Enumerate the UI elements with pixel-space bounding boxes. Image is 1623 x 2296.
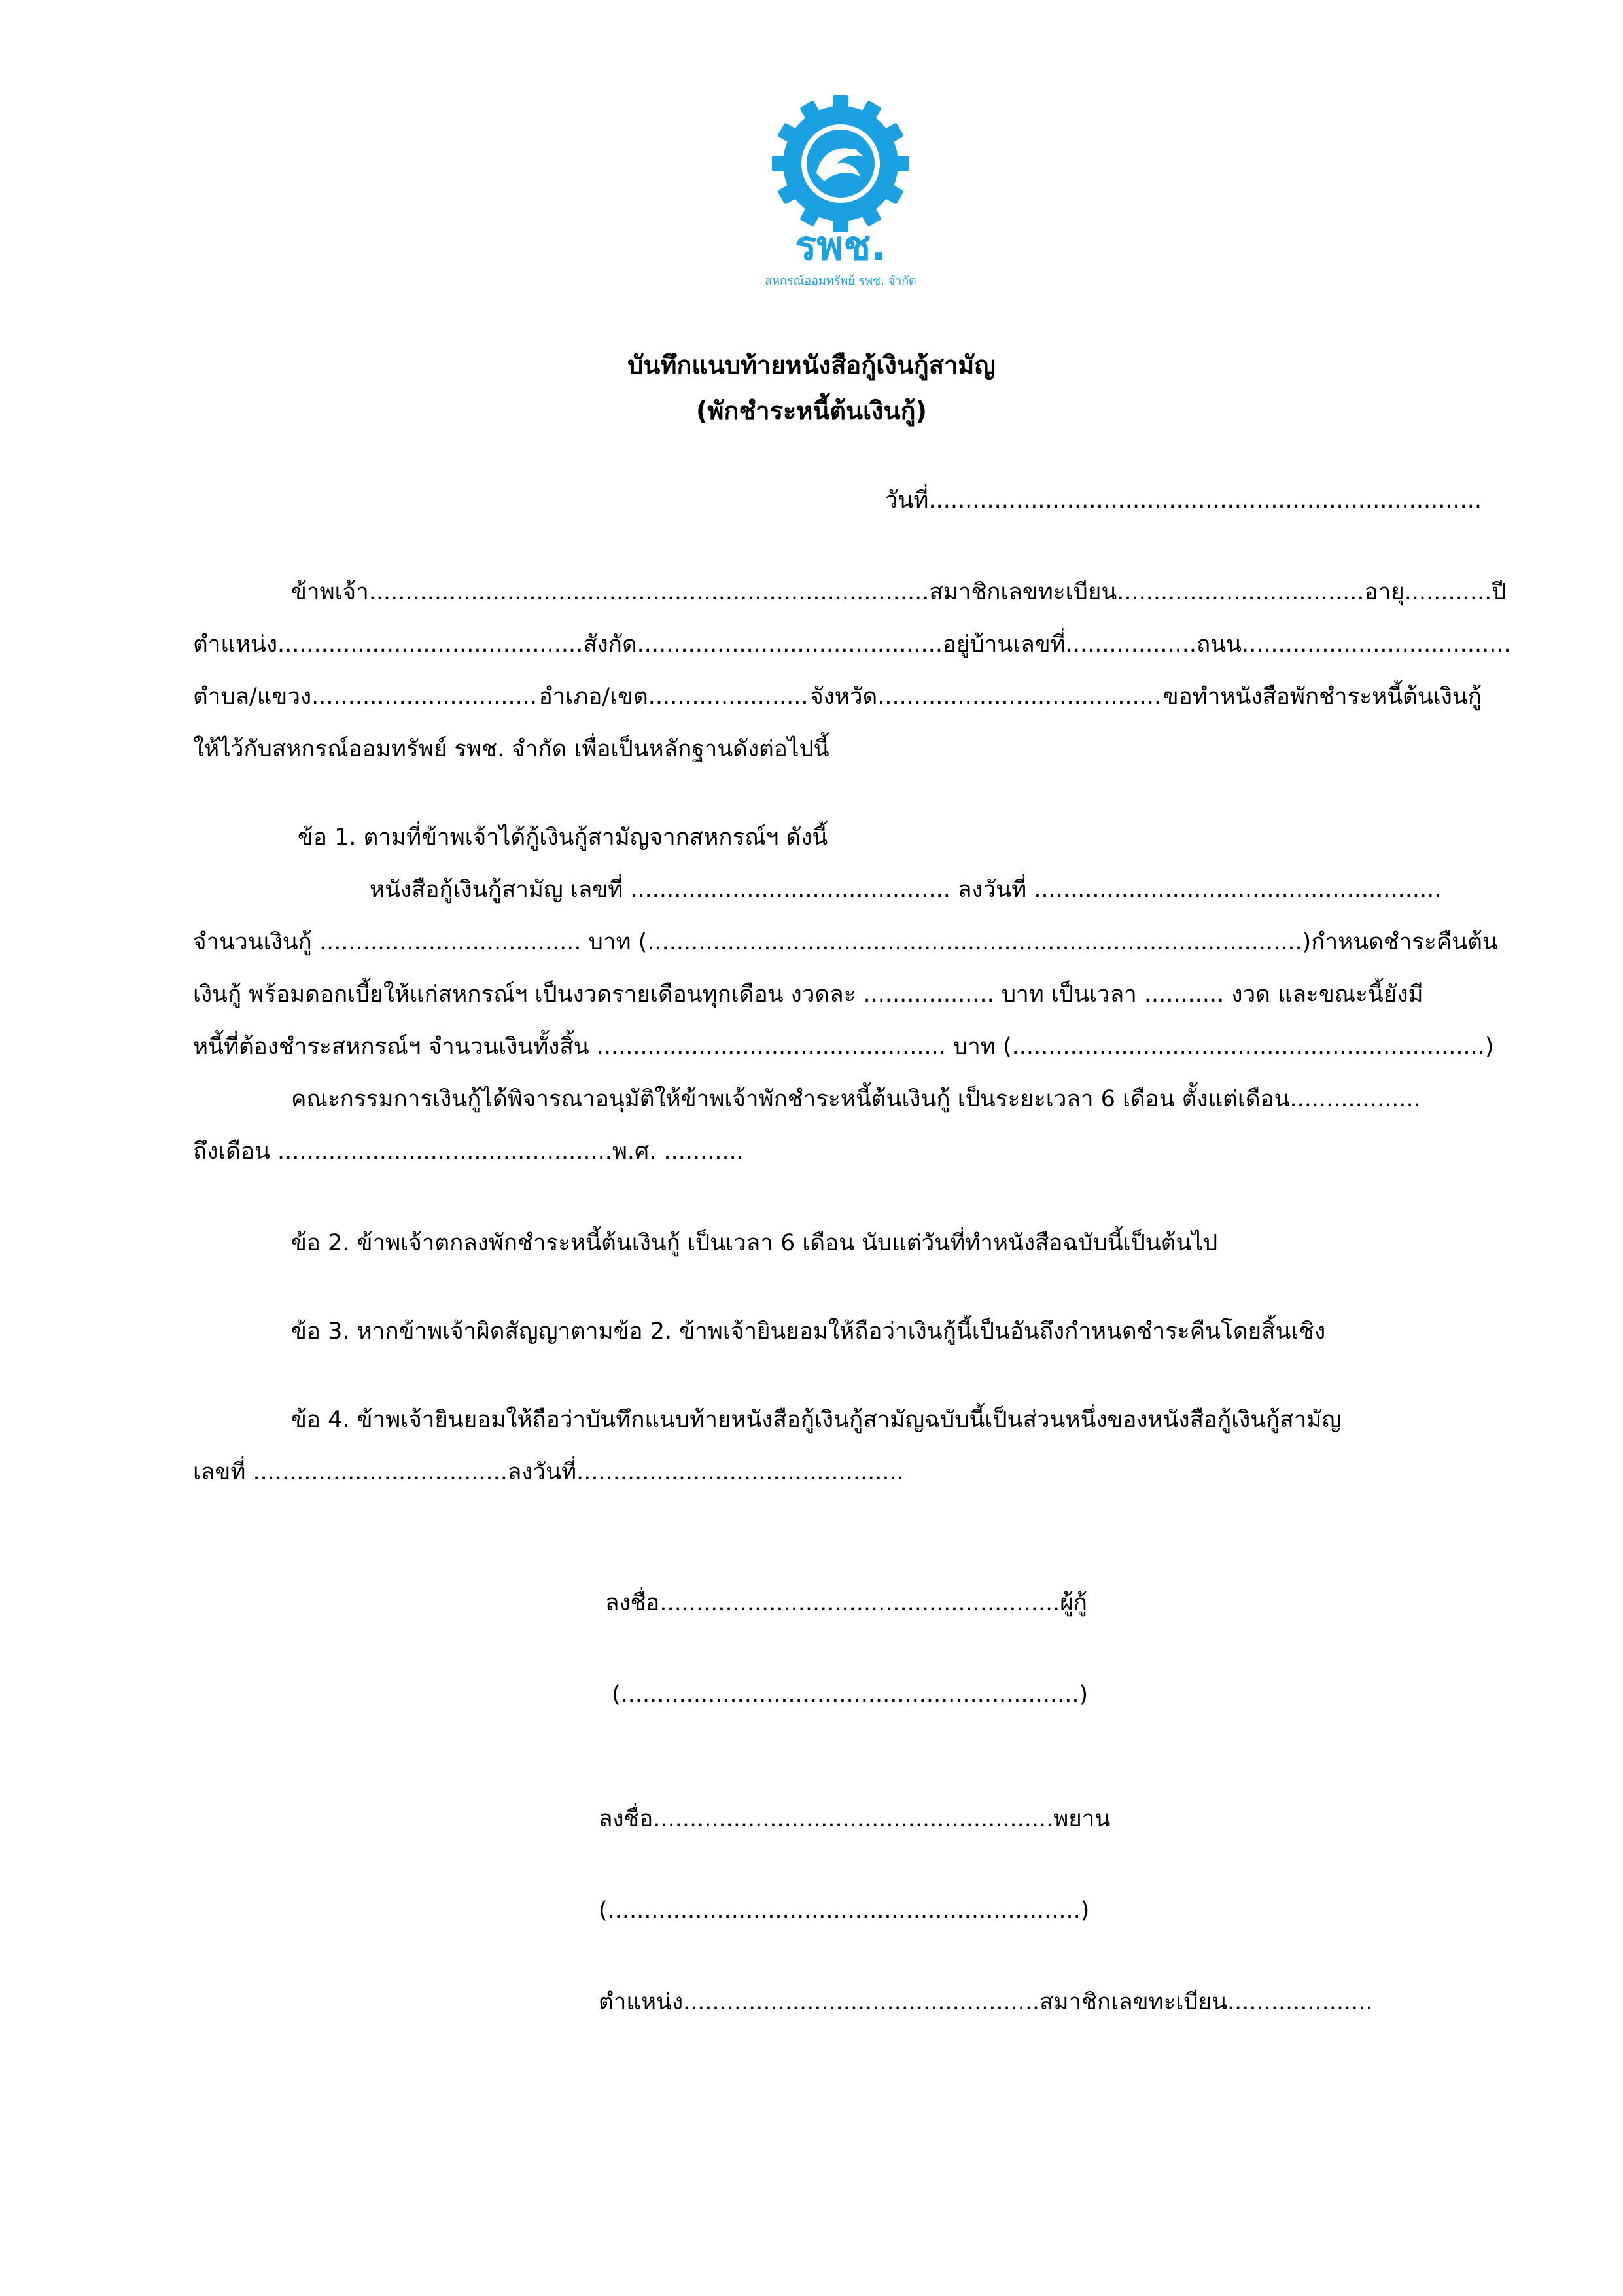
- borrower-name-field: ข้าพเจ้า.............................................................................: [291, 579, 930, 605]
- para1-line2: [193, 628, 1511, 661]
- clause1-line6: ถึงเดือน ..............................................พ.ศ. ...........: [193, 1139, 744, 1165]
- borrower-signature: ลงชื่อ.......................................................ผู้กู้: [605, 1590, 1087, 1616]
- clause1-line5: คณะกรรมการเงินกู้ได้พิจารณาอนุมัติให้ข้าพเจ้าพักชำระหนี้ต้นเงินกู้ เป็นระยะเวลา 6 เดือน ตั้งแต่เดือน..................: [291, 1086, 1421, 1112]
- document-title: บันทึกแนบท้ายหนังสือกู้เงินกู้สามัญ: [627, 351, 996, 380]
- para1-line1: [291, 576, 1507, 609]
- position-field: ตำแหน่ง..........................................: [193, 631, 584, 658]
- clause4-line2: เลขที่ ...................................ลงวันที่.............................................: [193, 1459, 904, 1485]
- para1-line4: ให้ไว้กับสหกรณ์ออมทรัพย์ รพช. จำกัด เพื่อเป็นหลักฐานดังต่อไปนี้: [193, 736, 829, 762]
- clause3: ข้อ 3. หากข้าพเจ้าผิดสัญญาตามข้อ 2. ข้าพเจ้ายินยอมให้ถือว่าเงินกู้นี้เป็นอันถึงกำหนดชำระคืนโดยสิ้นเชิง: [291, 1318, 1326, 1345]
- clause4-line1: ข้อ 4. ข้าพเจ้ายินยอมให้ถือว่าบันทึกแนบท้ายหนังสือกู้เงินกู้สามัญฉบับนี้เป็นส่วนหนึ่งของหนังสือกู้เงินกู้สามัญ: [291, 1407, 1342, 1433]
- witness-signature: ลงชื่อ.......................................................พยาน: [599, 1806, 1111, 1832]
- document-subtitle: (พักชำระหนี้ต้นเงินกู้): [696, 397, 927, 425]
- district-field: อำเภอ/เขต......................: [538, 684, 809, 710]
- coop-logo: [759, 95, 922, 291]
- loan-amount-field: จำนวนเงินกู้ .................................... บาท (..........................................................................................): [193, 929, 1312, 955]
- witness-position: ตำแหน่ง.................................................สมาชิกเลขทะเบียน....................: [599, 1989, 1373, 2015]
- clause1-line4: หนี้ที่ต้องชำระสหกรณ์ฯ จำนวนเงินทั้งสิ้น ................................................ บาท (.................................................................): [193, 1034, 1494, 1060]
- member-number-field: สมาชิกเลขทะเบียน..................................: [929, 579, 1365, 605]
- subdistrict-field: ตำบล/แขวง...............................: [193, 684, 537, 710]
- logo-subtext: สหกรณ์ออมทรัพย์ รพช. จำกัด: [765, 274, 916, 288]
- clause1-line3: เงินกู้ พร้อมดอกเบี้ยให้แก่สหกรณ์ฯ เป็นงวดรายเดือนทุกเดือน งวดละ .................. บาท เป็นเวลา ........... งวด และขณะนี้ยังมี: [193, 981, 1423, 1008]
- clause1-line1: หนังสือกู้เงินกู้สามัญ เลขที่ ............................................ ลงวันที่ ........................................................: [370, 877, 1442, 903]
- province-field: จังหวัด.......................................: [810, 684, 1162, 710]
- borrower-printed-name: (...............................................................): [612, 1682, 1089, 1708]
- logo-text: รพช.: [795, 222, 886, 270]
- para1-line3: [193, 680, 1482, 713]
- affiliation-field: สังกัด..........................................: [583, 631, 943, 658]
- age-field: อายุ............ปี: [1364, 579, 1507, 605]
- witness-printed-name: (.................................................................): [599, 1898, 1090, 1924]
- clause1-line2: [193, 926, 1498, 959]
- date-field: วันที่............................................................................: [884, 487, 1482, 514]
- gear-icon: [772, 95, 909, 232]
- repayment-text: กำหนดชำระคืนต้น: [1311, 929, 1498, 955]
- request-text: ขอทำหนังสือพักชำระหนี้ต้นเงินกู้: [1162, 684, 1482, 710]
- clause1-heading: ข้อ 1. ตามที่ข้าพเจ้าได้กู้เงินกู้สามัญจากสหกรณ์ฯ ดังนี้: [298, 824, 828, 851]
- house-number-field: อยู่บ้านเลขที่..................: [942, 631, 1196, 658]
- clause2: ข้อ 2. ข้าพเจ้าตกลงพักชำระหนี้ต้นเงินกู้ เป็นเวลา 6 เดือน นับแต่วันที่ทำหนังสือฉบับนี้เป็นต้นไป: [291, 1230, 1218, 1256]
- road-field: ถนน.....................................: [1196, 631, 1511, 658]
